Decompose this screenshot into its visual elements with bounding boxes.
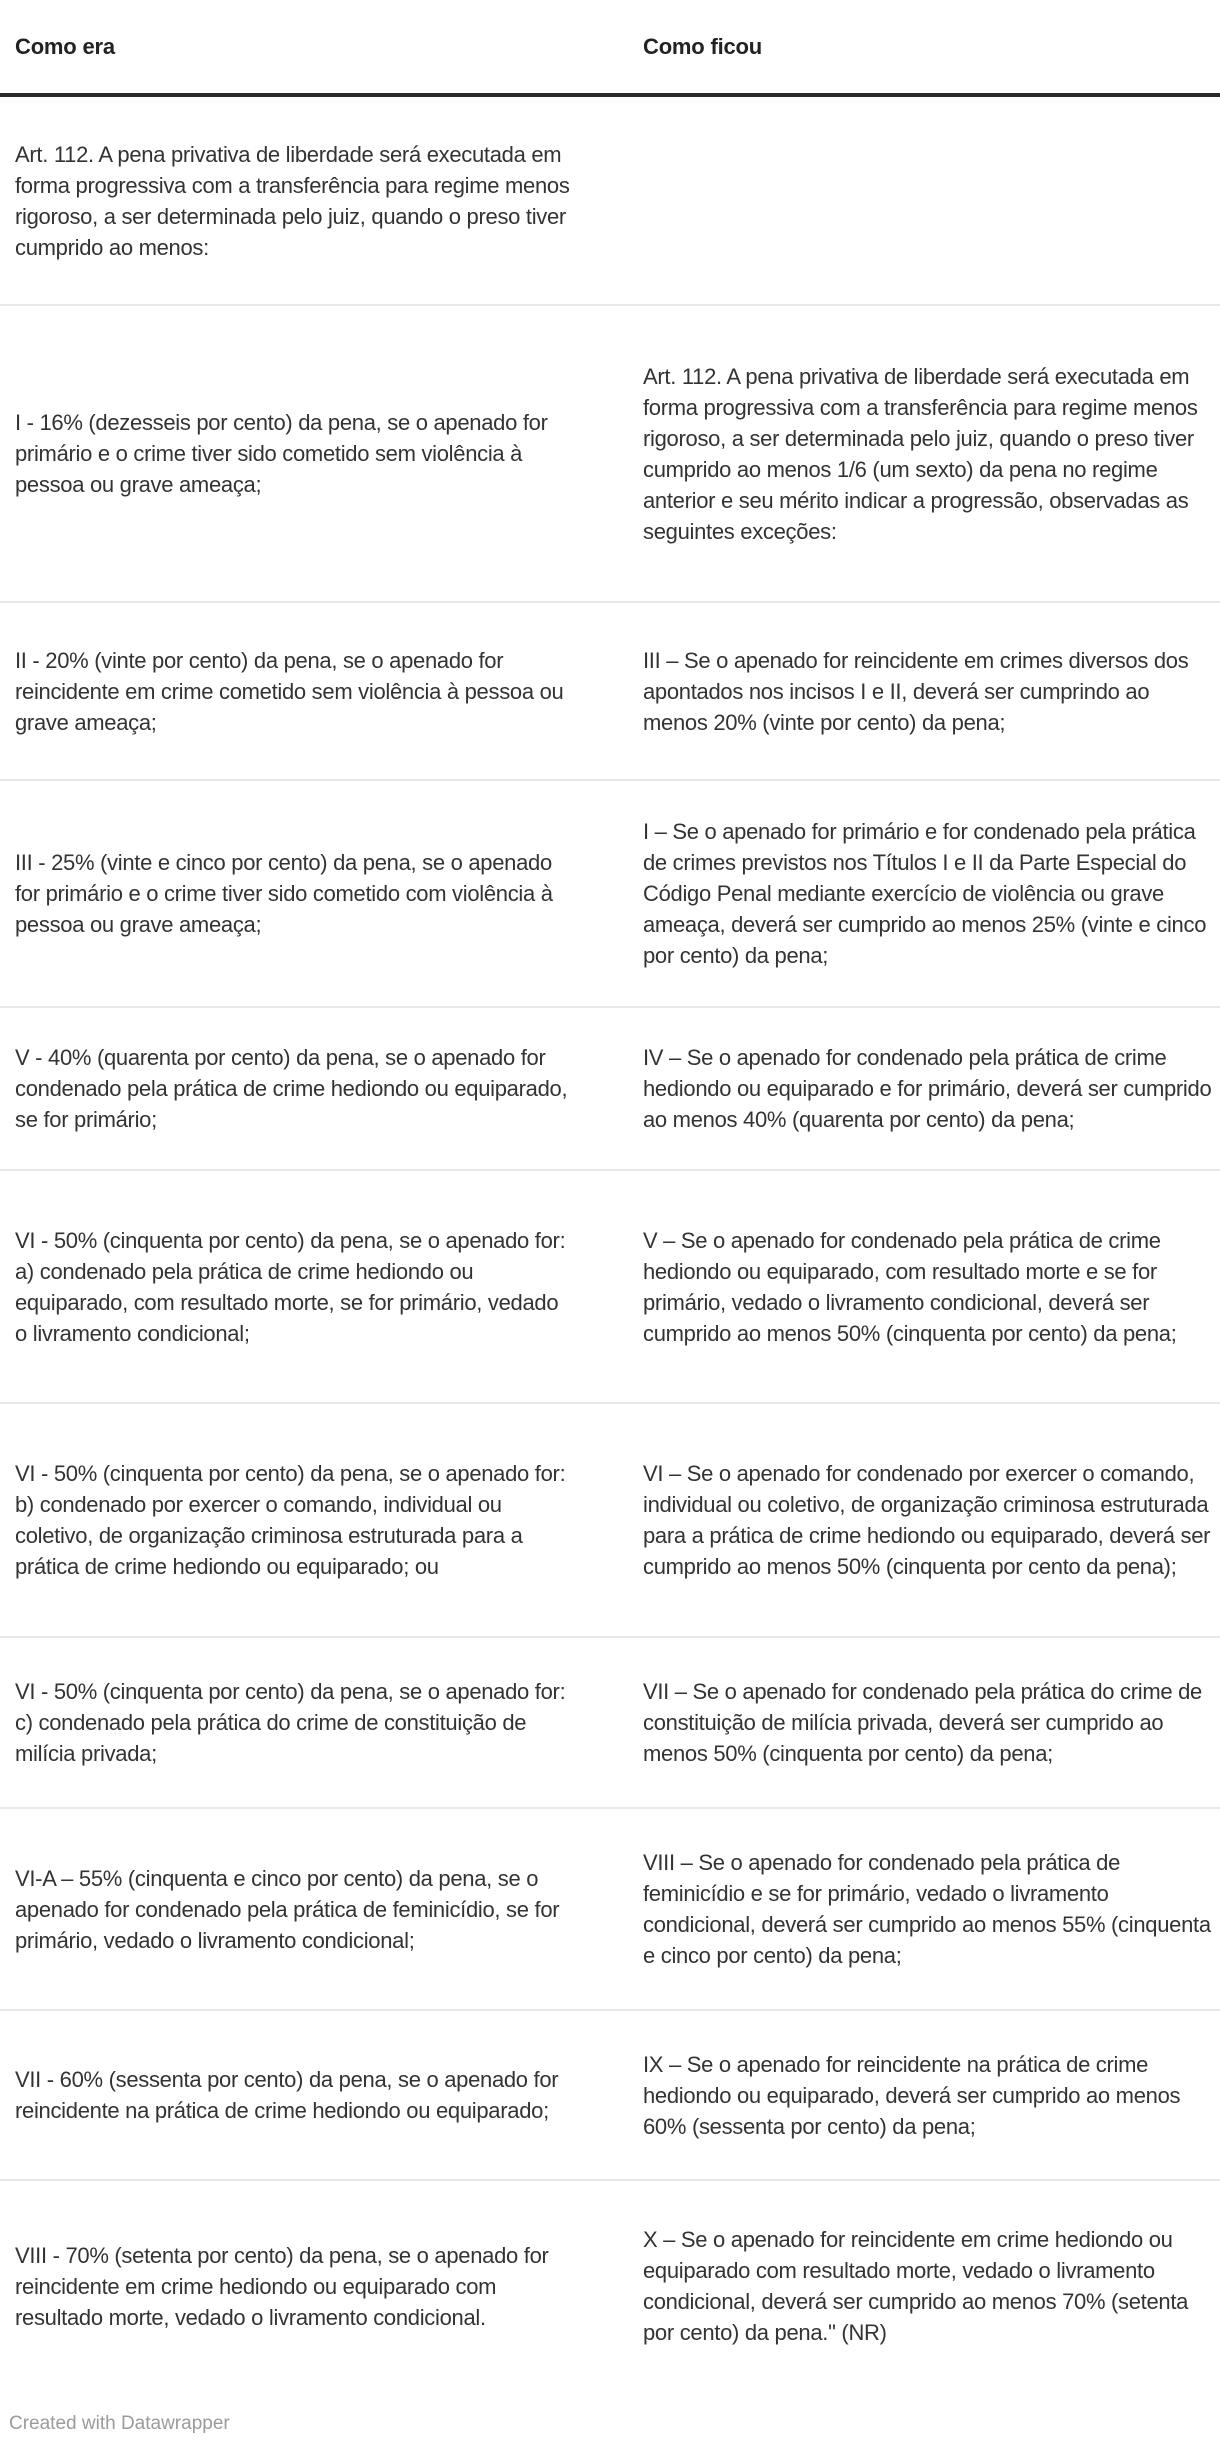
- column-header-como-ficou: Como ficou: [610, 0, 1220, 97]
- table-row: [0, 1008, 1220, 1171]
- cell-como-ficou: VII – Se o apenado for condenado pela prática do crime de constituição de milícia privada, deverá ser cumprido ao menos 50% (cinquenta por cento) da pena;: [610, 1638, 1220, 1809]
- datawrapper-credit-link[interactable]: Created with Datawrapper: [9, 2413, 230, 2434]
- cell-como-era: II - 20% (vinte por cento) da pena, se o apenado for reincidente em crime cometido sem violência à pessoa ou grave ameaça;: [0, 603, 610, 781]
- header-row: [0, 0, 1220, 97]
- cell-como-ficou: IV – Se o apenado for condenado pela prática de crime hediondo ou equiparado e for primário, deverá ser cumprido ao menos 40% (quarenta por cento) da pena;: [610, 1008, 1220, 1171]
- cell-como-era: VI - 50% (cinquenta por cento) da pena, se o apenado for: a) condenado pela prática de crime hediondo ou equiparado, com resultado morte, se for primário, vedado o livramento condicional;: [0, 1171, 610, 1404]
- cell-como-ficou: III – Se o apenado for reincidente em crimes diversos dos apontados nos incisos I e II, deverá ser cumprindo ao menos 20% (vinte por cento) da pena;: [610, 603, 1220, 781]
- cell-como-ficou: IX – Se o apenado for reincidente na prática de crime hediondo ou equiparado, deverá ser cumprido ao menos 60% (sessenta por cento) da pena;: [610, 2011, 1220, 2181]
- cell-como-era: Art. 112. A pena privativa de liberdade será executada em forma progressiva com a transferência para regime menos rigoroso, a ser determinada pelo juiz, quando o preso tiver cumprido ao menos:: [0, 97, 610, 306]
- cell-como-ficou: Art. 112. A pena privativa de liberdade será executada em forma progressiva com a transferência para regime menos rigoroso, a ser determinada pelo juiz, quando o preso tiver cumprido ao menos 1/6 (um sexto) da pena no regime anterior e seu mérito indicar a progressão, observadas as seguintes exceções:: [610, 306, 1220, 603]
- table-row: [0, 306, 1220, 603]
- cell-como-era: I - 16% (dezesseis por cento) da pena, se o apenado for primário e o crime tiver sido cometido sem violência à pessoa ou grave ameaça;: [0, 306, 610, 603]
- table-row: [0, 2011, 1220, 2181]
- table-row: [0, 1171, 1220, 1404]
- cell-como-ficou: VI – Se o apenado for condenado por exercer o comando, individual ou coletivo, de organização criminosa estruturada para a prática de crime hediondo ou equiparado, deverá ser cumprido ao menos 50% (cinquenta por cento da pena);: [610, 1404, 1220, 1638]
- table-row: [0, 2181, 1220, 2391]
- cell-como-ficou: X – Se o apenado for reincidente em crime hediondo ou equiparado com resultado morte, vedado o livramento condicional, deverá ser cumprido ao menos 70% (setenta por cento) da pena." (NR): [643, 2227, 1189, 2345]
- table-row: [0, 1638, 1220, 1809]
- table-row: [0, 1809, 1220, 2011]
- cell-como-ficou: [610, 97, 1220, 306]
- cell-como-era: VIII - 70% (setenta por cento) da pena, se o apenado for reincidente em crime hediondo ou equiparado com resultado morte, vedado o livramento condicional.: [15, 2242, 549, 2330]
- cell-como-era: V - 40% (quarenta por cento) da pena, se o apenado for condenado pela prática de crime hediondo ou equiparado, se for primário;: [0, 1008, 610, 1171]
- table-row: [0, 1404, 1220, 1638]
- table-row: [0, 97, 1220, 306]
- cell-como-ficou: V – Se o apenado for condenado pela prática de crime hediondo ou equiparado, com resultado morte e se for primário, vedado o livramento condicional, deverá ser cumprido ao menos 50% (cinquenta por cento) da pena;: [610, 1171, 1220, 1404]
- cell-como-era: VII - 60% (sessenta por cento) da pena, se o apenado for reincidente na prática de crime hediondo ou equiparado;: [0, 2011, 610, 2181]
- cell-como-era: VI-A – 55% (cinquenta e cinco por cento) da pena, se o apenado for condenado pela prática de feminicídio, se for primário, vedado o livramento condicional;: [0, 1809, 610, 2011]
- cell-como-ficou: I – Se o apenado for primário e for condenado pela prática de crimes previstos nos Títulos I e II da Parte Especial do Código Penal mediante exercício de violência ou grave ameaça, deverá ser cumprido ao menos 25% (vinte e cinco por cento) da pena;: [610, 781, 1220, 1008]
- table-row: [0, 603, 1220, 781]
- cell-como-era: III - 25% (vinte e cinco por cento) da pena, se o apenado for primário e o crime tiver sido cometido com violência à pessoa ou grave ameaça;: [0, 781, 610, 1008]
- table-row: [0, 781, 1220, 1008]
- cell-como-era: VI - 50% (cinquenta por cento) da pena, se o apenado for: b) condenado por exercer o comando, individual ou coletivo, de organização criminosa estruturada para a prática de crime hediondo ou equiparado; ou: [0, 1404, 610, 1638]
- cell-como-ficou: VIII – Se o apenado for condenado pela prática de feminicídio e se for primário, vedado o livramento condicional, deverá ser cumprido ao menos 55% (cinquenta e cinco por cento) da pena;: [610, 1809, 1220, 2011]
- column-header-como-era: Como era: [0, 0, 610, 97]
- cell-como-era: VI - 50% (cinquenta por cento) da pena, se o apenado for: c) condenado pela prática do crime de constituição de milícia privada;: [0, 1638, 610, 1809]
